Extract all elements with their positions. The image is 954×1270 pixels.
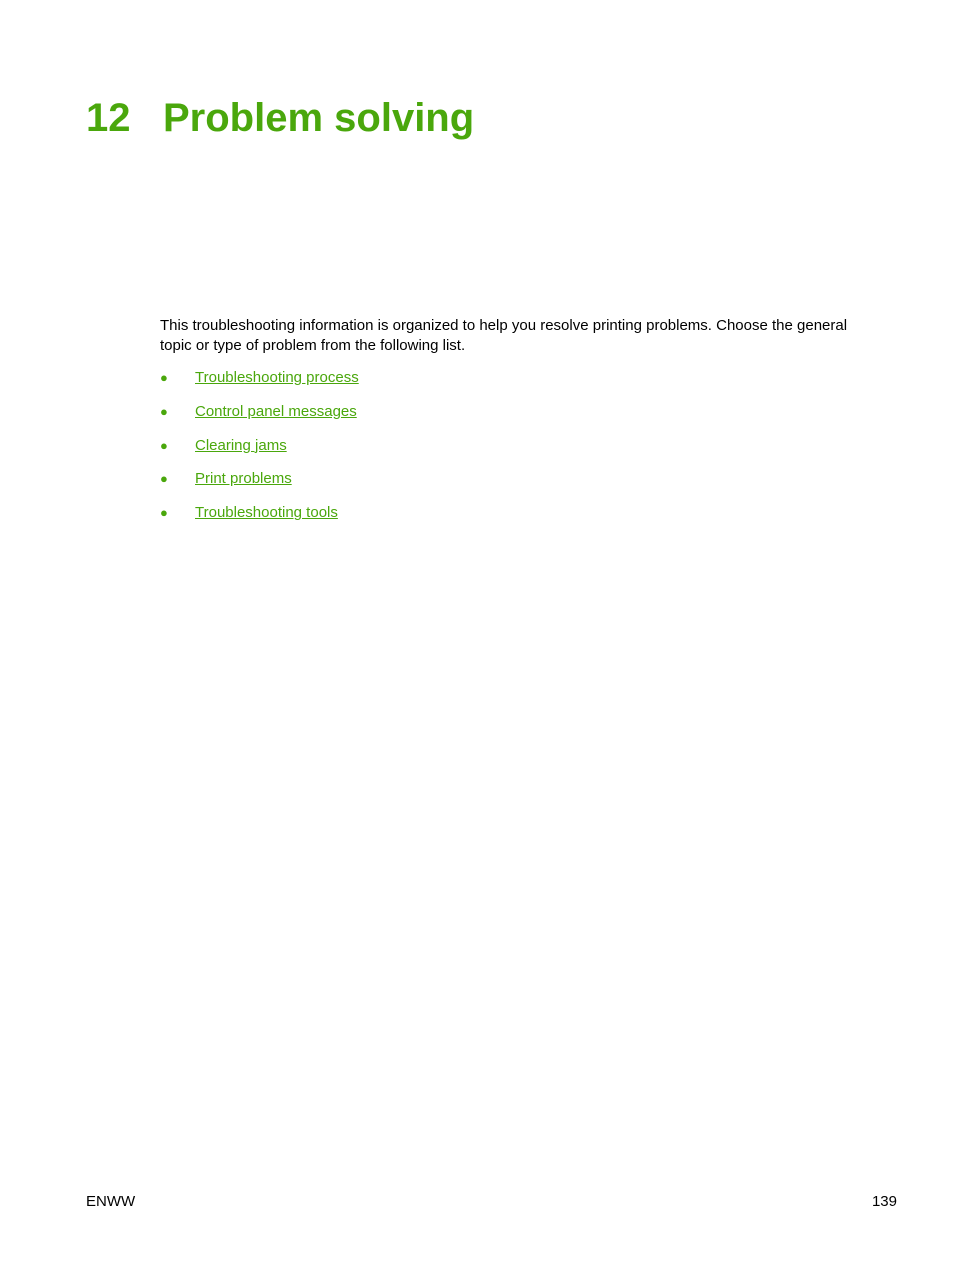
link-troubleshooting-process[interactable]: Troubleshooting process	[195, 369, 359, 386]
topic-list	[160, 368, 359, 537]
link-clearing-jams[interactable]: Clearing jams	[195, 436, 287, 454]
bullet-icon: ●	[160, 471, 168, 487]
footer-label: ENWW	[86, 1193, 136, 1210]
intro-paragraph: This troubleshooting information is organized to help you resolve printing problems. Choose the general topic or type of problem from the following list.	[160, 317, 848, 354]
bullet-icon: ●	[160, 437, 168, 453]
bullet-icon: ●	[160, 403, 168, 419]
chapter-number: 12	[86, 96, 131, 140]
chapter-title-text: Problem solving	[163, 96, 475, 140]
list-item	[160, 436, 359, 470]
list-item	[160, 469, 359, 503]
chapter-title	[86, 92, 474, 144]
page-number: 139	[871, 1193, 897, 1210]
list-item	[160, 368, 359, 402]
link-control-panel-messages[interactable]: Control panel messages	[195, 402, 357, 420]
bullet-icon: ●	[160, 370, 168, 385]
link-troubleshooting-tools[interactable]: Troubleshooting tools	[195, 504, 338, 522]
link-print-problems[interactable]: Print problems	[195, 470, 292, 488]
list-item	[160, 503, 359, 537]
list-item	[160, 402, 359, 436]
bullet-icon: ●	[160, 505, 168, 521]
